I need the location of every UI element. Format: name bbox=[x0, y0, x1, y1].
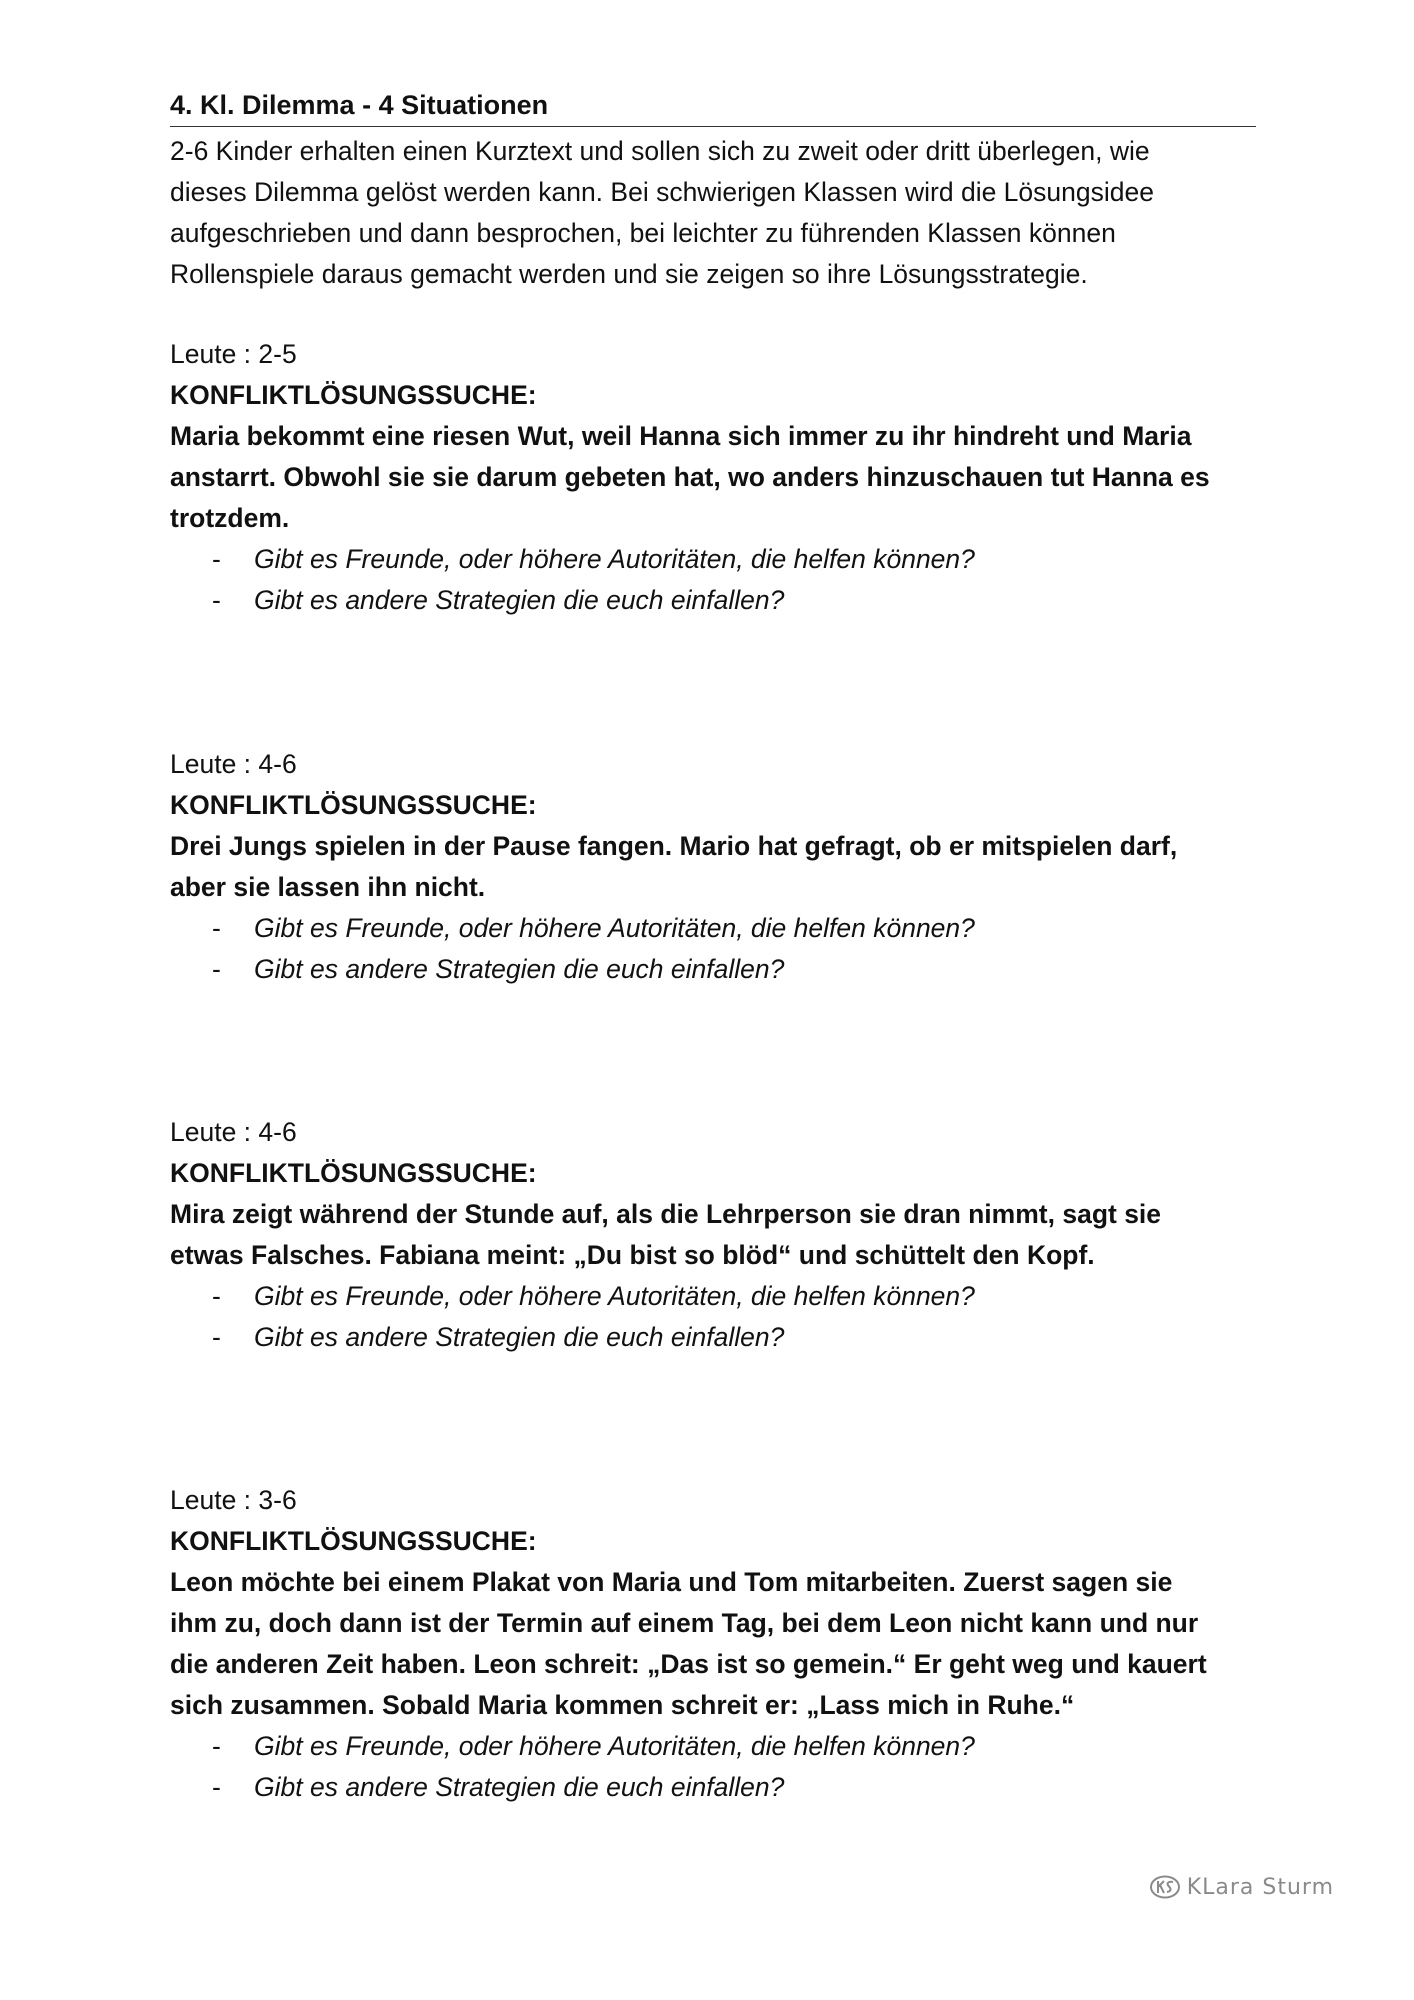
situation-4 bbox=[170, 1480, 1260, 1808]
people-count: Leute : 3-6 bbox=[170, 1485, 297, 1515]
question-text: Gibt es Freunde, oder höhere Autoritäten, die helfen können? bbox=[254, 1281, 975, 1311]
people-count: Leute : 2-5 bbox=[170, 339, 297, 369]
intro-line: dieses Dilemma gelöst werden kann. Bei schwierigen Klassen wird die Lösungsidee bbox=[170, 177, 1154, 207]
document-header bbox=[170, 86, 1256, 295]
document-title: 4. Kl. Dilemma - 4 Situationen bbox=[170, 90, 549, 120]
situation-description-line: sich zusammen. Sobald Maria kommen schreit er: „Lass mich in Ruhe.“ bbox=[170, 1690, 1075, 1720]
dash-bullet: - bbox=[212, 1322, 221, 1352]
situation-heading: KONFLIKTLÖSUNGSSUCHE: bbox=[170, 1158, 537, 1188]
question-text: Gibt es andere Strategien die euch einfallen? bbox=[254, 954, 785, 984]
question-item bbox=[170, 1726, 1260, 1767]
author-name: KLara Sturm bbox=[1186, 1874, 1334, 1900]
dash-bullet: - bbox=[212, 1281, 221, 1311]
situation-description-line: Maria bekommt eine riesen Wut, weil Hanna sich immer zu ihr hindreht und Maria bbox=[170, 421, 1192, 451]
situation-description-line: Mira zeigt während der Stunde auf, als die Lehrperson sie dran nimmt, sagt sie bbox=[170, 1199, 1162, 1229]
title-underline bbox=[170, 126, 1256, 127]
situation-1 bbox=[170, 334, 1260, 621]
situation-description-line: die anderen Zeit haben. Leon schreit: „Das ist so gemein.“ Er geht weg und kauert bbox=[170, 1649, 1207, 1679]
dash-bullet: - bbox=[212, 954, 221, 984]
question-item bbox=[170, 908, 1260, 949]
author-logo bbox=[1149, 1874, 1334, 1900]
question-text: Gibt es Freunde, oder höhere Autoritäten, die helfen können? bbox=[254, 913, 975, 943]
situation-description-line: anstarrt. Obwohl sie sie darum gebeten hat, wo anders hinzuschauen tut Hanna es bbox=[170, 462, 1210, 492]
question-item bbox=[170, 580, 1260, 621]
situation-description-line: ihm zu, doch dann ist der Termin auf einem Tag, bei dem Leon nicht kann und nur bbox=[170, 1608, 1199, 1638]
question-list bbox=[170, 1276, 1260, 1358]
situation-description-line: aber sie lassen ihn nicht. bbox=[170, 872, 486, 902]
question-list bbox=[170, 1726, 1260, 1808]
situation-description-line: etwas Falsches. Fabiana meint: „Du bist so blöd“ und schüttelt den Kopf. bbox=[170, 1240, 1095, 1270]
question-text: Gibt es andere Strategien die euch einfallen? bbox=[254, 1322, 785, 1352]
situation-3 bbox=[170, 1112, 1260, 1358]
question-text: Gibt es Freunde, oder höhere Autoritäten, die helfen können? bbox=[254, 544, 975, 574]
intro-line: 2-6 Kinder erhalten einen Kurztext und sollen sich zu zweit oder dritt überlegen, wie bbox=[170, 136, 1150, 166]
question-item bbox=[170, 1767, 1260, 1808]
question-item bbox=[170, 949, 1260, 990]
ks-monogram-icon bbox=[1149, 1874, 1181, 1900]
question-item bbox=[170, 1276, 1260, 1317]
question-text: Gibt es andere Strategien die euch einfallen? bbox=[254, 1772, 785, 1802]
intro-paragraph bbox=[170, 131, 1256, 295]
situation-heading: KONFLIKTLÖSUNGSSUCHE: bbox=[170, 790, 537, 820]
dash-bullet: - bbox=[212, 913, 221, 943]
dash-bullet: - bbox=[212, 585, 221, 615]
question-list bbox=[170, 539, 1260, 621]
situation-description-line: Leon möchte bei einem Plakat von Maria und Tom mitarbeiten. Zuerst sagen sie bbox=[170, 1567, 1173, 1597]
people-count: Leute : 4-6 bbox=[170, 749, 297, 779]
intro-line: aufgeschrieben und dann besprochen, bei leichter zu führenden Klassen können bbox=[170, 218, 1116, 248]
question-text: Gibt es Freunde, oder höhere Autoritäten, die helfen können? bbox=[254, 1731, 975, 1761]
dash-bullet: - bbox=[212, 544, 221, 574]
situation-description-line: trotzdem. bbox=[170, 503, 290, 533]
dash-bullet: - bbox=[212, 1772, 221, 1802]
question-item bbox=[170, 1317, 1260, 1358]
situation-heading: KONFLIKTLÖSUNGSSUCHE: bbox=[170, 380, 537, 410]
intro-line: Rollenspiele daraus gemacht werden und sie zeigen so ihre Lösungsstrategie. bbox=[170, 259, 1088, 289]
situation-description-line: Drei Jungs spielen in der Pause fangen. Mario hat gefragt, ob er mitspielen darf, bbox=[170, 831, 1178, 861]
question-list bbox=[170, 908, 1260, 990]
dash-bullet: - bbox=[212, 1731, 221, 1761]
situation-2 bbox=[170, 744, 1260, 990]
people-count: Leute : 4-6 bbox=[170, 1117, 297, 1147]
question-item bbox=[170, 539, 1260, 580]
question-text: Gibt es andere Strategien die euch einfallen? bbox=[254, 585, 785, 615]
situation-heading: KONFLIKTLÖSUNGSSUCHE: bbox=[170, 1526, 537, 1556]
